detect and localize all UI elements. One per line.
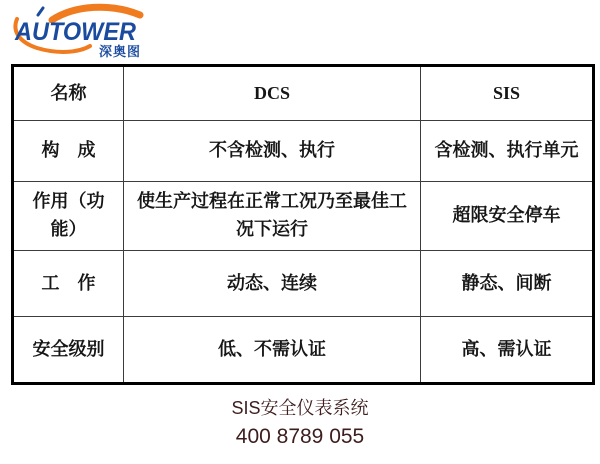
logo-subtitle: 深奥图 — [98, 44, 141, 59]
footer — [0, 394, 600, 452]
cell-dcs-safety-level: 低、不需认证 — [124, 317, 421, 384]
table-row — [13, 182, 594, 251]
comparison-table — [11, 64, 595, 385]
row-label-function: 作用（功能） — [13, 182, 124, 251]
cell-dcs-composition: 不含检测、执行 — [124, 121, 421, 182]
header-name: 名称 — [13, 66, 124, 121]
cell-sis-operation: 静态、间断 — [421, 251, 594, 317]
table-row — [13, 121, 594, 182]
cell-sis-composition: 含检测、执行单元 — [421, 121, 594, 182]
header-dcs: DCS — [124, 66, 421, 121]
table-row — [13, 317, 594, 384]
table-row — [13, 251, 594, 317]
cell-dcs-operation: 动态、连续 — [124, 251, 421, 317]
table-header-row — [13, 66, 594, 121]
autower-logo — [15, 4, 143, 60]
cell-sis-function: 超限安全停车 — [421, 182, 594, 251]
footer-phone-number: 400 8789 055 — [235, 425, 365, 448]
logo-brand-text: AUTOWER — [14, 18, 136, 46]
header-sis: SIS — [421, 66, 594, 121]
row-label-composition: 构 成 — [13, 121, 124, 182]
cell-dcs-function — [124, 182, 421, 251]
cell-sis-safety-level: 高、需认证 — [421, 317, 594, 384]
row-label-safety-level: 安全级别 — [13, 317, 124, 384]
logo-u-accent — [38, 8, 43, 15]
footer-product-name: SIS安全仪表系统 — [231, 398, 369, 418]
cell-dcs-function-text: 使生产过程在正常工况乃至最佳工况下运行 — [137, 191, 407, 239]
row-label-operation: 工 作 — [13, 251, 124, 317]
